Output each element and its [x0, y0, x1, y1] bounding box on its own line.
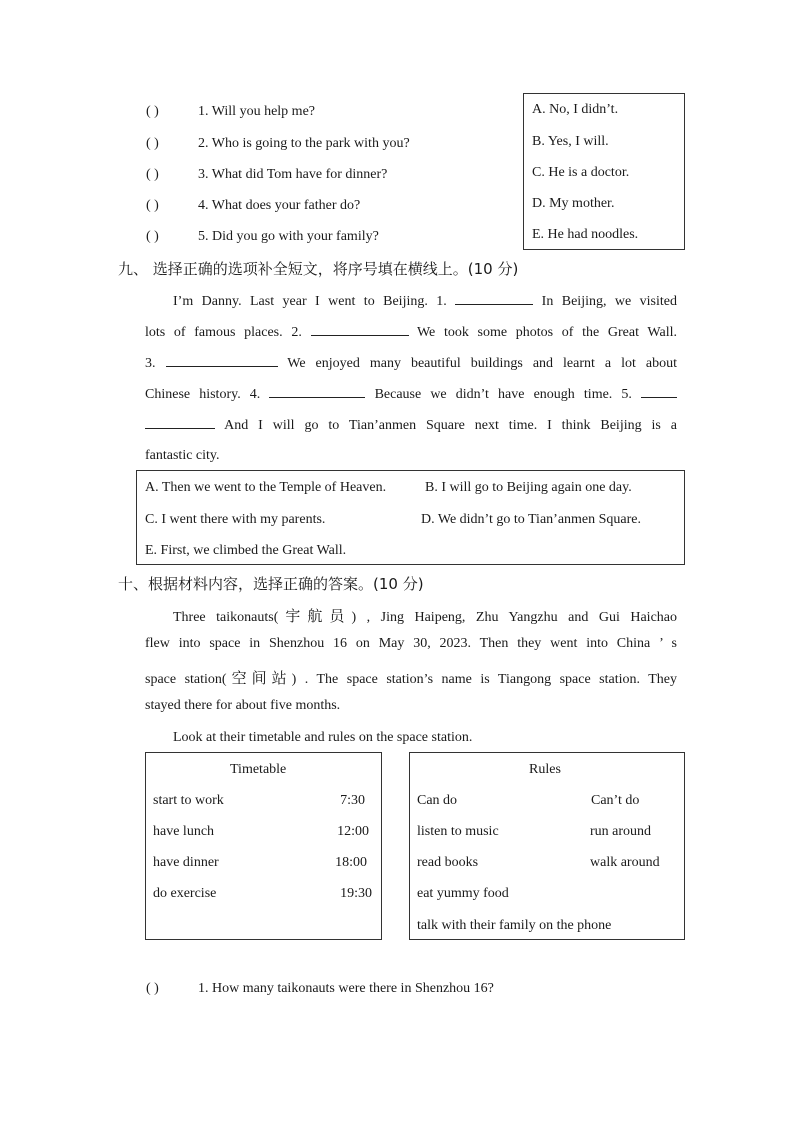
option-d: D. My mother. [532, 196, 615, 211]
rules-can-item: read books [417, 855, 479, 870]
section-10-question-1: ( ) 1. How many taikonauts were there in Shenzhou 16? [146, 981, 494, 996]
matching-question-2: ( ) 2. Who is going to the park with you? [146, 136, 410, 151]
rules-can-header: Can do [417, 793, 458, 808]
timetable-title: Timetable [230, 762, 287, 777]
answer-paren[interactable]: ( ) [146, 136, 159, 151]
option-e: E. He had noodles. [532, 227, 639, 242]
matching-options-box [523, 93, 685, 250]
option-c: C. He is a doctor. [532, 165, 630, 180]
rules-box [409, 752, 685, 940]
rules-title: Rules [529, 762, 561, 777]
answer-paren[interactable]: ( ) [146, 167, 159, 182]
passage-option-e: E. First, we climbed the Great Wall. [145, 543, 347, 558]
blank-2[interactable] [311, 323, 409, 336]
option-a: A. No, I didn’t. [532, 102, 619, 117]
answer-paren[interactable]: ( ) [146, 981, 159, 996]
passage-option-b: B. I will go to Beijing again one day. [425, 480, 632, 495]
blank-5b[interactable] [145, 416, 215, 429]
timetable-activity: have lunch [153, 824, 215, 839]
answer-paren[interactable]: ( ) [146, 104, 159, 119]
rules-can-item: eat yummy food [417, 886, 509, 901]
rules-cant-item: walk around [590, 855, 660, 870]
section-10-passage: Three taikonauts(宇航员) , Jing Haipeng, Zhu Yangzhu and Gui Haichao flew into space in Shenzhou 16 on May 30, 2023. Then they went into China ’ s space station(空间站) . The space station’s name is Tiangong space station. They stayed there for about five months. Look at their timetable and rules on the space station. [145, 607, 677, 745]
timetable-time: 19:30 [340, 886, 372, 901]
option-b: B. Yes, I will. [532, 134, 609, 149]
rules-cant-item: run around [590, 824, 652, 839]
matching-question-5: ( ) 5. Did you go with your family? [146, 229, 379, 244]
answer-paren[interactable]: ( ) [146, 198, 159, 213]
matching-question-1: ( ) 1. Will you help me? [146, 104, 315, 119]
timetable-time: 18:00 [335, 855, 367, 870]
section-9-heading: 九、 选择正确的选项补全短文，将序号填在横线上。(10 分) [118, 260, 519, 278]
passage-option-d: D. We didn’t go to Tian’anmen Square. [421, 512, 642, 527]
section-10-heading: 十、根据材料内容，选择正确的答案。(10 分) [118, 575, 424, 593]
passage-option-c: C. I went there with my parents. [145, 512, 326, 527]
matching-question-4: ( ) 4. What does your father do? [146, 198, 361, 213]
matching-question-3: ( ) 3. What did Tom have for dinner? [146, 167, 388, 182]
timetable-activity: start to work [153, 793, 224, 808]
rules-cant-header: Can’t do [591, 793, 640, 808]
blank-1[interactable] [455, 292, 533, 305]
section-9-passage: I’m Danny. Last year I went to Beijing. 1. In Beijing, we visited lots of famous places. 2. We took some photos of the Great Wall. 3. We enjoyed many beautiful buildings and learnt a lot about Chinese history. 4. Because we didn’t have enough time. 5. And I will go to Tian’anmen Square next time. I think Beijing is a fantastic city. [145, 294, 678, 463]
timetable-box [145, 752, 382, 940]
rules-can-item: talk with their family on the phone [417, 918, 612, 933]
section-9-options-box [136, 470, 685, 565]
rules-can-item: listen to music [417, 824, 499, 839]
answer-paren[interactable]: ( ) [146, 229, 159, 244]
timetable-activity: do exercise [153, 886, 217, 901]
passage-option-a: A. Then we went to the Temple of Heaven. [145, 480, 387, 495]
timetable-time: 7:30 [340, 793, 365, 808]
timetable-time: 12:00 [337, 824, 369, 839]
blank-3[interactable] [166, 354, 278, 367]
blank-5a[interactable] [641, 385, 677, 398]
blank-4[interactable] [269, 385, 365, 398]
timetable-activity: have dinner [153, 855, 219, 870]
